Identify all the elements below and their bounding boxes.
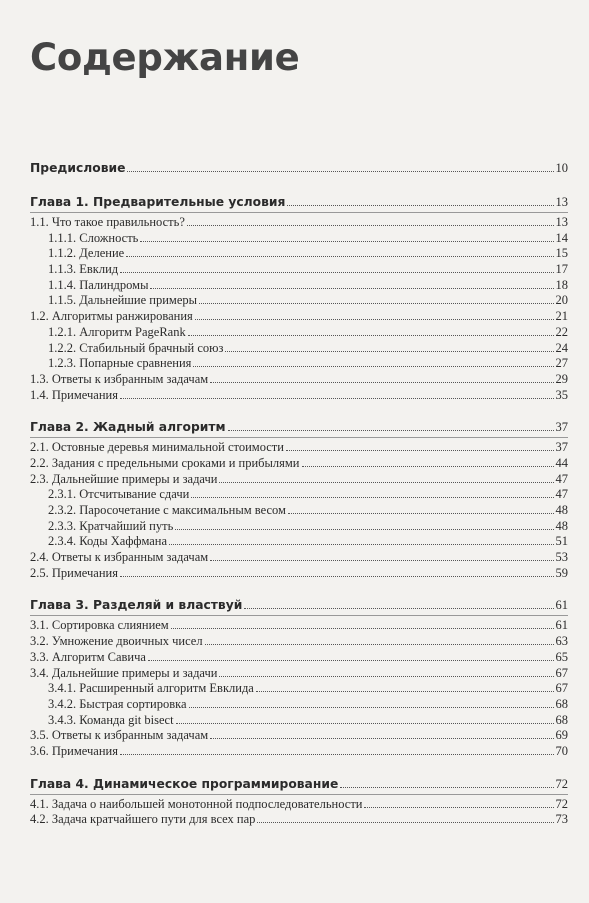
toc-entry-text: 1.2. Алгоритмы ранжирования <box>30 309 193 324</box>
toc-page-number: 47 <box>555 487 568 502</box>
toc-entry <box>30 278 568 294</box>
toc-page-number: 59 <box>555 565 568 580</box>
dot-leader <box>191 497 553 498</box>
toc-entry-text: 3.3. Алгоритм Савича <box>30 649 146 664</box>
toc-page-number: 61 <box>555 618 568 633</box>
toc-page-number: 72 <box>555 796 568 811</box>
toc-entry-text: 2.3.1. Отсчитывание сдачи <box>48 487 190 502</box>
toc-entry-text: 3.4.3. Команда git bisect <box>48 712 174 727</box>
dot-leader <box>219 676 553 677</box>
toc-page-number: 67 <box>555 665 568 680</box>
dot-leader <box>176 723 554 724</box>
toc-entry-text: 2.5. Примечания <box>30 565 118 580</box>
toc-entry <box>30 215 568 231</box>
toc-entry <box>30 456 568 472</box>
toc-entry-text: 1.1.4. Палиндромы <box>48 277 149 292</box>
dot-leader <box>120 398 554 399</box>
dot-leader <box>225 351 553 352</box>
table-of-contents <box>30 158 568 828</box>
toc-page-number: 69 <box>555 728 568 743</box>
toc-entry-text: 1.1. Что такое правильность? <box>30 215 185 229</box>
dot-leader <box>287 205 553 206</box>
dot-leader <box>257 822 553 823</box>
toc-chapter-title: Глава 3. Разделяй и властвуй <box>30 598 243 613</box>
dot-leader <box>205 644 554 645</box>
toc-entry-text: 1.1.1. Сложность <box>48 230 139 245</box>
dot-leader <box>188 335 554 336</box>
toc-entry-text: 2.3.2. Паросочетание с максимальным весом <box>48 503 286 517</box>
toc-entry <box>30 325 568 341</box>
toc-entry-text: 3.5. Ответы к избранным задачам <box>30 728 209 743</box>
toc-page-number: 70 <box>555 743 568 758</box>
toc-entry <box>30 262 568 278</box>
toc-page-number: 22 <box>555 324 568 339</box>
toc-page-number: 53 <box>555 550 568 565</box>
toc-entry-text: 3.1. Сортировка слиянием <box>30 618 169 633</box>
dot-leader <box>302 466 554 467</box>
toc-entry-text: 1.2.3. Попарные сравнения <box>48 356 192 371</box>
toc-entry-text: 2.3. Дальнейшие примеры и задачи <box>30 471 218 486</box>
toc-page-number: 63 <box>555 634 568 649</box>
toc-entry <box>30 550 568 566</box>
toc-entry <box>30 372 568 388</box>
dot-leader <box>127 171 553 172</box>
toc-entry-text: 1.3. Ответы к избранным задачам <box>30 371 209 386</box>
dot-leader <box>256 691 554 692</box>
toc-entry <box>30 487 568 503</box>
toc-entry <box>30 697 568 713</box>
dot-leader <box>150 288 553 289</box>
page-title: Содержание <box>30 36 300 79</box>
toc-entry-text: 4.1. Задача о наибольшей монотонной подпоследовательности <box>30 796 363 811</box>
toc-page-number: 68 <box>555 696 568 711</box>
dot-leader <box>148 660 554 661</box>
dot-leader <box>340 787 553 788</box>
toc-chapter-1 <box>30 192 568 212</box>
toc-page-number: 10 <box>555 161 568 175</box>
toc-page-number: 35 <box>555 387 568 402</box>
toc-entry <box>30 797 568 813</box>
toc-entry-text: 1.1.5. Дальнейшие примеры <box>48 293 198 308</box>
toc-entry <box>30 618 568 634</box>
toc-entry-text: 1.1.3. Евклид <box>48 262 119 277</box>
toc-page-number: 21 <box>555 309 568 324</box>
chapter-divider <box>30 437 568 438</box>
toc-page-number: 37 <box>555 440 568 455</box>
dot-leader <box>120 754 554 755</box>
toc-entry <box>30 534 568 550</box>
toc-entry <box>30 519 568 535</box>
toc-page-number: 61 <box>555 598 568 613</box>
toc-entry-text: 3.4. Дальнейшие примеры и задачи <box>30 665 218 680</box>
dot-leader <box>120 272 553 273</box>
dot-leader <box>244 608 553 609</box>
toc-entry-text: 2.2. Задания с предельными сроками и прибылями <box>30 455 300 470</box>
toc-entry <box>30 728 568 744</box>
dot-leader <box>189 707 554 708</box>
toc-page-number: 48 <box>555 518 568 533</box>
dot-leader <box>140 241 553 242</box>
dot-leader <box>195 319 554 320</box>
toc-page-number: 15 <box>555 246 568 261</box>
dot-leader <box>120 576 554 577</box>
toc-page-number: 48 <box>555 503 568 517</box>
toc-page-number: 51 <box>555 534 568 549</box>
toc-entry-text: 3.2. Умножение двоичных чисел <box>30 634 203 649</box>
chapter-divider <box>30 615 568 616</box>
toc-page-number: 27 <box>555 356 568 371</box>
toc-entry-text: 1.4. Примечания <box>30 387 118 402</box>
toc-entry <box>30 472 568 488</box>
dot-leader <box>210 382 553 383</box>
toc-entry-text: 1.1.2. Деление <box>48 246 125 261</box>
toc-entry-text: 2.3.3. Кратчайший путь <box>48 518 174 533</box>
toc-page-number: 72 <box>555 776 568 791</box>
toc-entry <box>30 440 568 456</box>
dot-leader <box>171 628 554 629</box>
toc-page-number: 67 <box>555 681 568 696</box>
toc-page-number: 24 <box>555 340 568 355</box>
dot-leader <box>228 430 554 431</box>
toc-entry <box>30 666 568 682</box>
toc-entry <box>30 231 568 247</box>
toc-entry <box>30 388 568 404</box>
dot-leader <box>210 560 553 561</box>
toc-entry-text: 2.3.4. Коды Хаффмана <box>48 534 168 549</box>
toc-page-number: 13 <box>555 195 568 209</box>
toc-entry <box>30 812 568 828</box>
toc-chapter-3 <box>30 595 568 615</box>
toc-entry-text: 3.6. Примечания <box>30 743 118 758</box>
toc-entry <box>30 293 568 309</box>
toc-entry-text: 3.4.1. Расширенный алгоритм Евклида <box>48 681 254 696</box>
toc-entry-text: 4.2. Задача кратчайшего пути для всех пар <box>30 812 256 827</box>
toc-page-number: 20 <box>555 293 568 308</box>
chapter-divider <box>30 794 568 795</box>
dot-leader <box>199 303 553 304</box>
toc-entry <box>30 681 568 697</box>
dot-leader <box>219 482 553 483</box>
toc-page-number: 44 <box>555 455 568 470</box>
toc-entry <box>30 566 568 582</box>
toc-chapter-4 <box>30 774 568 794</box>
toc-entry-text: 2.1. Остовные деревья минимальной стоимости <box>30 440 284 455</box>
toc-entry-text: 1.2.2. Стабильный брачный союз <box>48 340 224 355</box>
dot-leader <box>169 544 553 545</box>
toc-entry-text: 3.4.2. Быстрая сортировка <box>48 696 187 711</box>
toc-preface <box>30 158 568 178</box>
toc-page-number: 18 <box>555 277 568 292</box>
dot-leader <box>286 450 554 451</box>
toc-entry <box>30 309 568 325</box>
toc-page-number: 29 <box>555 371 568 386</box>
toc-entry-text: 2.4. Ответы к избранным задачам <box>30 550 209 565</box>
toc-chapter-title: Глава 4. Динамическое программирование <box>30 776 339 791</box>
toc-entry <box>30 634 568 650</box>
toc-page-number: 14 <box>555 230 568 245</box>
toc-entry <box>30 713 568 729</box>
toc-entry-text: 1.2.1. Алгоритм PageRank <box>48 324 186 339</box>
dot-leader <box>175 529 553 530</box>
toc-chapter-title: Глава 2. Жадный алгоритм <box>30 420 226 435</box>
toc-entry <box>30 341 568 357</box>
dot-leader <box>187 225 554 226</box>
toc-page-number: 68 <box>555 712 568 727</box>
toc-entry <box>30 650 568 666</box>
toc-page-number: 13 <box>555 215 568 229</box>
dot-leader <box>126 256 553 257</box>
toc-entry-text: Предисловие <box>30 161 126 175</box>
toc-chapter-2 <box>30 417 568 437</box>
toc-page-number: 37 <box>555 420 568 435</box>
toc-page-number: 65 <box>555 649 568 664</box>
toc-entry <box>30 503 568 519</box>
toc-page-number: 17 <box>555 262 568 277</box>
toc-chapter-title: Глава 1. Предварительные условия <box>30 195 286 209</box>
toc-page-number: 73 <box>555 812 568 827</box>
toc-entry <box>30 356 568 372</box>
toc-page-number: 47 <box>555 471 568 486</box>
dot-leader <box>364 807 553 808</box>
dot-leader <box>288 513 554 514</box>
dot-leader <box>210 738 553 739</box>
toc-entry <box>30 744 568 760</box>
toc-entry <box>30 246 568 262</box>
dot-leader <box>193 366 553 367</box>
chapter-divider <box>30 212 568 213</box>
